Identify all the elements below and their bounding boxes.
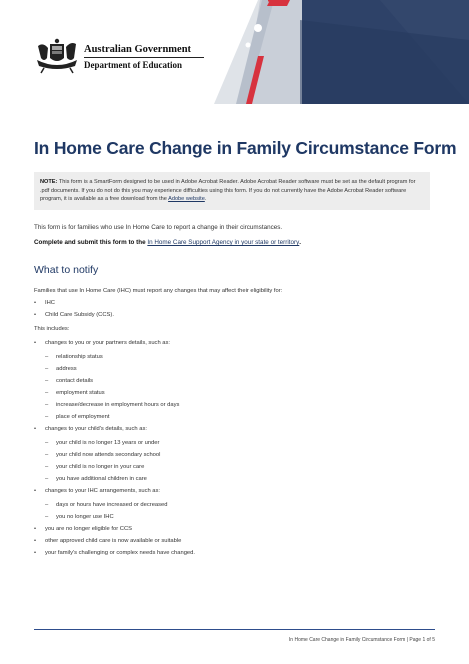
- submit-instruction-text: Complete and submit this form to the: [34, 239, 148, 246]
- section-lead: Families that use In Home Care (IHC) must report any changes that may affect their eligibility for:: [34, 288, 283, 294]
- government-logo: [34, 38, 192, 74]
- sub-list-item: – employment status: [45, 390, 105, 396]
- sub-list-item: – place of employment: [45, 414, 110, 420]
- page-title: In Home Care Change in Family Circumstance Form: [34, 138, 457, 158]
- list-item: • your family's challenging or complex needs have changed.: [34, 550, 195, 556]
- sub-list-item: – your child is no longer 13 years or under: [45, 440, 160, 446]
- government-name: Australian Government: [84, 44, 192, 55]
- note-label: NOTE:: [40, 179, 58, 185]
- adobe-website-link[interactable]: Adobe website: [168, 196, 205, 203]
- page-footer: In Home Care Change in Family Circumstance Form | Page 1 of 5: [288, 637, 435, 643]
- sub-list-item: – relationship status: [45, 354, 103, 360]
- sub-list-item: – you no longer use IHC: [45, 514, 114, 520]
- list-item: • Child Care Subsidy (CCS).: [34, 312, 114, 318]
- page-header: [0, 0, 469, 104]
- intro-text: This form is for families who use In Home Care to report a change in their circumstances.: [34, 224, 283, 231]
- support-agency-link[interactable]: In Home Care Support Agency in your state or territory: [147, 239, 300, 246]
- list-item: • you are no longer eligible for CCS: [34, 526, 133, 532]
- sub-list-item: – your child is no longer in your care: [45, 464, 145, 470]
- submit-instruction-end: .: [299, 239, 302, 246]
- section-heading: What to notify: [34, 264, 99, 276]
- logo-divider: [84, 57, 204, 58]
- submit-instruction: [34, 239, 301, 246]
- list-item: • changes to your IHC arrangements, such as:: [34, 488, 161, 494]
- sub-list-item: – contact details: [45, 378, 94, 384]
- sub-list-item: – increase/decrease in employment hours or days: [45, 402, 180, 408]
- note-box: [34, 172, 430, 210]
- list-item: • IHC: [34, 300, 55, 306]
- sub-list-item: – address: [45, 366, 77, 372]
- coat-of-arms-icon: [34, 38, 80, 74]
- department-name: Department of Education: [84, 60, 182, 70]
- list-item: • changes to your child's details, such as:: [34, 426, 147, 432]
- list-item: • changes to you or your partners details, such as:: [34, 340, 171, 346]
- sub-list-item: – your child now attends secondary school: [45, 452, 161, 458]
- sub-list-item: – you have additional children in care: [45, 476, 147, 482]
- note-text: This form is a SmartForm designed to be used in Adobe Acrobat Reader. Adobe Acrobat Reader software must be set as the default program for .pdf documents. If you do not do this you may experience difficulties using this form. If you do not currently have the Adobe Acrobat Reader software program, it is available as a free download from the: [40, 179, 416, 203]
- list-item: • other approved child care is now available or suitable: [34, 538, 182, 544]
- footer-divider: [34, 629, 435, 630]
- includes-label: This includes:: [34, 326, 70, 332]
- note-end: .: [204, 196, 207, 203]
- sub-list-item: – days or hours have increased or decreased: [45, 502, 168, 508]
